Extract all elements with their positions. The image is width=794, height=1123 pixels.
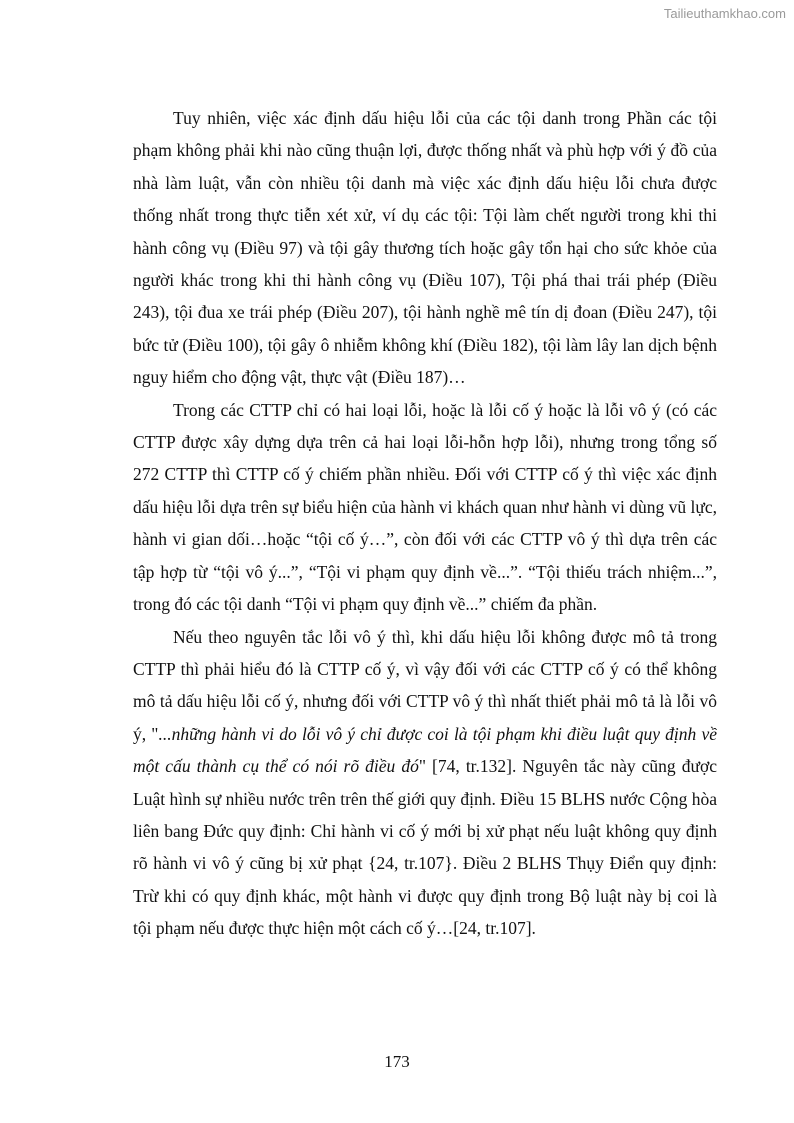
paragraph-3 bbox=[133, 621, 717, 945]
page-number: 173 bbox=[384, 1052, 410, 1071]
paragraph-3-text-after: " [74, tr.132]. Nguyên tắc này cũng được Luật hình sự nhiều nước trên trên thế giới quy định. Điều 15 BLHS nước Cộng hòa liên bang Đức quy định: Chỉ hành vi cố ý mới bị xử phạt nếu luật không quy định rõ hành vi vô ý cũng bị xử phạt {24, tr.107}. Điều 2 BLHS Thụy Điển quy định: Trừ khi có quy định khác, một hành vi được quy định trong Bộ luật này bị coi là tội phạm nếu được thực hiện một cách cố ý…[24, tr.107]. bbox=[133, 756, 717, 939]
paragraph-2: Trong các CTTP chỉ có hai loại lỗi, hoặc là lỗi cố ý hoặc là lỗi vô ý (có các CTTP được xây dựng dựa trên cả hai loại lỗi-hỗn hợp lỗi), nhưng trong tổng số 272 CTTP thì CTTP cố ý chiếm phần nhiều. Đối với CTTP cố ý thì việc xác định dấu hiệu lỗi dựa trên sự biểu hiện của hành vi khách quan như hành vi dùng vũ lực, hành vi gian dối…hoặc “tội cố ý…”, còn đối với các CTTP vô ý thì dựa trên các tập hợp từ “tội vô ý...”, “Tội vi phạm quy định về...”. “Tội thiếu trách nhiệm...”, trong đó các tội danh “Tội vi phạm quy định về...” chiếm đa phần. bbox=[133, 399, 717, 615]
paragraph-1: Tuy nhiên, việc xác định dấu hiệu lỗi của các tội danh trong Phần các tội phạm không phải khi nào cũng thuận lợi, được thống nhất và phù hợp với ý đồ của nhà làm luật, vẫn còn nhiều tội danh mà việc xác định dấu hiệu lỗi chưa được thống nhất trong thực tiễn xét xử, ví dụ các tội: Tội làm chết người trong khi thi hành công vụ (Điều 97) và tội gây thương tích hoặc gây tổn hại cho sức khỏe của người khác trong khi thi hành công vụ (Điều 107), Tội phá thai trái phép (Điều 243), tội đua xe trái phép (Điều 207), tội hành nghề mê tín dị đoan (Điều 247), tội bức tử (Điều 100), tội gây ô nhiễm không khí (Điều 182), tội làm lây lan dịch bệnh nguy hiểm cho động vật, thực vật (Điều 187)… bbox=[133, 108, 717, 388]
paragraph-3-quote: ...những hành vi do lỗi vô ý chỉ được coi là tội phạm khi điều luật quy định về một cấu thành cụ thể có nói rõ điều đó bbox=[133, 723, 717, 777]
document-body bbox=[133, 102, 717, 945]
watermark: Tailieuthamkhao.com bbox=[663, 6, 786, 21]
paragraph-3-text-before: Nếu theo nguyên tắc lỗi vô ý thì, khi dấu hiệu lỗi không được mô tả trong CTTP thì phải hiểu đó là CTTP cố ý, vì vậy đối với các CTTP cố ý có thể không mô tả dấu hiệu lỗi cố ý, nhưng đối với CTTP vô ý thì nhất thiết phải mô tả là lỗi vô ý, " bbox=[133, 626, 717, 744]
